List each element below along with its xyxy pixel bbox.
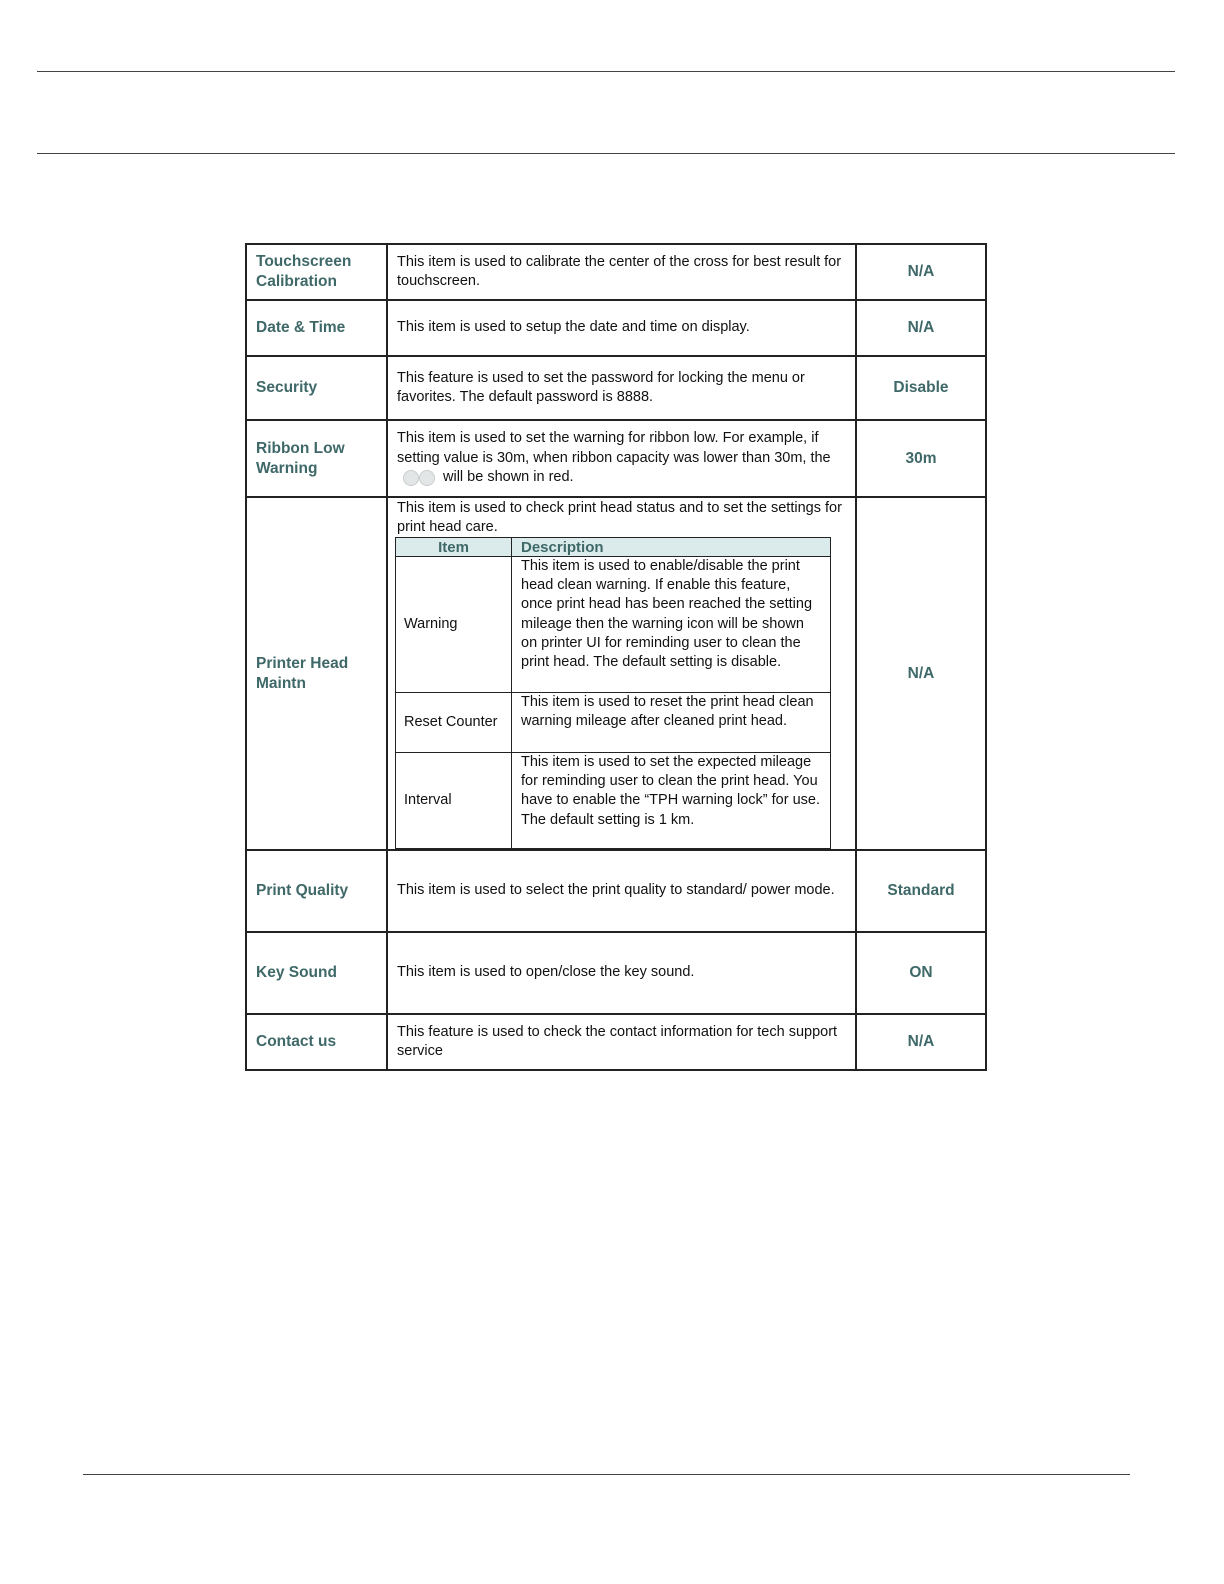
header-rule-top — [37, 71, 1175, 72]
table-row — [246, 356, 986, 420]
subtable-item: Reset Counter — [396, 693, 512, 753]
setting-description: This feature is used to set the password for locking the menu or favorites. The default password is 8888. — [387, 356, 856, 420]
setting-description: This feature is used to check the contact information for tech support service — [387, 1014, 856, 1070]
setting-name — [246, 850, 387, 932]
setting-description — [387, 420, 856, 497]
setting-default: Disable — [856, 356, 986, 420]
setting-name — [246, 244, 387, 300]
setting-name — [246, 356, 387, 420]
setting-default: N/A — [856, 497, 986, 850]
description-text: will be shown in red. — [443, 469, 574, 486]
setting-description: This item is used to calibrate the center of the cross for best result for touchscreen. — [387, 244, 856, 300]
ribbon-icon — [401, 469, 439, 485]
subtable-description: This item is used to enable/disable the print head clean warning. If enable this feature, once print head has been reached the setting mileage then the warning icon will be shown on printer UI for reminding user to clean the print head. The default setting is disable. — [512, 557, 831, 693]
setting-description: This item is used to open/close the key sound. — [387, 932, 856, 1014]
table-row — [246, 932, 986, 1014]
subtable-header-description: Description — [512, 538, 831, 557]
setting-name-line: Print Quality — [256, 882, 349, 899]
setting-name — [246, 932, 387, 1014]
table-row — [246, 1014, 986, 1070]
print-head-subtable — [395, 537, 831, 849]
setting-name — [246, 1014, 387, 1070]
description-text: This item is used to set the warning for ribbon low. For example, if setting value is 30m, when ribbon capacity was lower than 30m, the — [397, 430, 831, 466]
setting-name-line: Printer Head — [256, 654, 349, 672]
setting-name-line: Contact us — [256, 1033, 337, 1050]
setting-name-line: Date & Time — [256, 319, 346, 336]
subtable-row — [396, 693, 831, 753]
description-intro: This item is used to check print head status and to set the settings for print head care. — [397, 500, 842, 535]
setting-default: N/A — [856, 244, 986, 300]
subtable-item: Warning — [396, 557, 512, 693]
setting-name-line: Calibration — [256, 273, 337, 290]
setting-name — [246, 420, 387, 497]
setting-description: This item is used to setup the date and time on display. — [387, 300, 856, 356]
settings-table — [245, 243, 987, 1071]
table-row — [246, 244, 986, 300]
setting-name-line: Security — [256, 379, 318, 396]
table-row — [246, 850, 986, 932]
setting-name-line: Key Sound — [256, 964, 337, 981]
setting-name-line: Warning — [256, 459, 318, 477]
subtable-header-item: Item — [396, 538, 512, 557]
subtable-row — [396, 557, 831, 693]
setting-default: N/A — [856, 300, 986, 356]
table-row — [246, 300, 986, 356]
subtable-description: This item is used to reset the print head clean warning mileage after cleaned print head. — [512, 693, 831, 753]
footer-rule — [83, 1474, 1130, 1475]
header-rule-bottom — [37, 153, 1175, 154]
subtable-header-row — [396, 538, 831, 557]
table-row — [246, 497, 986, 850]
setting-name-line: Maintn — [256, 674, 306, 692]
setting-name — [246, 300, 387, 356]
setting-default: ON — [856, 932, 986, 1014]
setting-name-line: Touchscreen — [256, 253, 352, 270]
table-row — [246, 420, 986, 497]
setting-default: Standard — [856, 850, 986, 932]
subtable-row — [396, 753, 831, 849]
subtable-item: Interval — [396, 753, 512, 849]
setting-description: This item is used to select the print quality to standard/ power mode. — [387, 850, 856, 932]
setting-default: 30m — [856, 420, 986, 497]
setting-description — [387, 497, 856, 850]
subtable-description: This item is used to set the expected mileage for reminding user to clean the print head. You have to enable the “TPH warning lock” for use. The default setting is 1 km. — [512, 753, 831, 849]
setting-name — [246, 497, 387, 850]
setting-default: N/A — [856, 1014, 986, 1070]
setting-name-line: Ribbon Low — [256, 439, 345, 457]
